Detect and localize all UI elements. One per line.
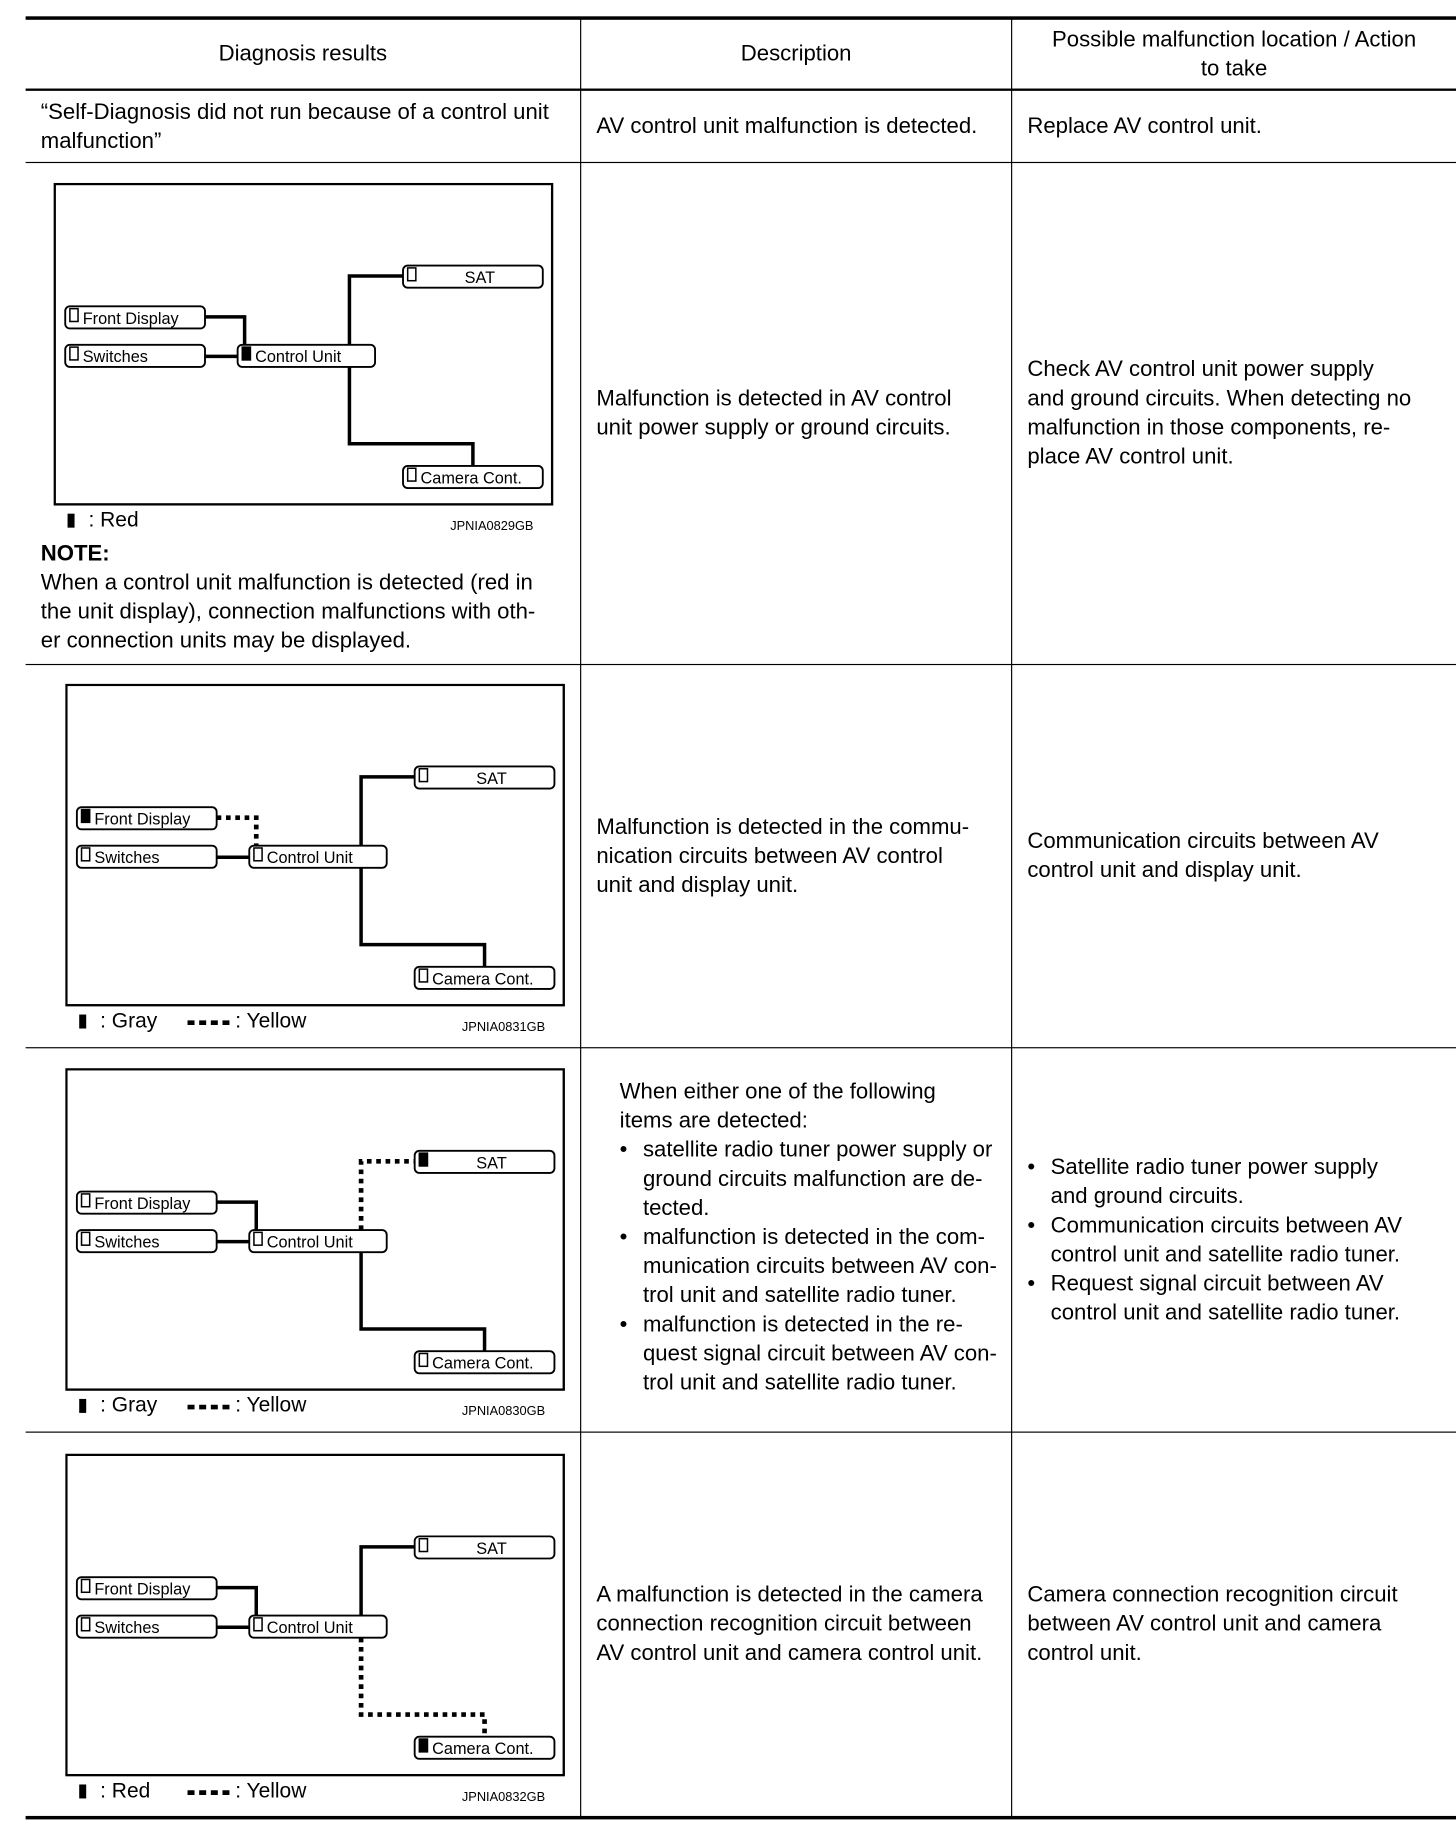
diagram-svg [65,1068,578,1441]
status-indicator-icon [254,1618,262,1631]
diagram-legend [79,1779,307,1802]
column-divider [1011,19,1012,1819]
status-indicator-icon [419,1539,427,1552]
node-switches [65,345,205,367]
row3-action: Communication circuits between AV control unit and display unit. [1027,829,1379,883]
legend-marker-icon [68,514,75,528]
row3-description: Malfunction is detected in the commu- nication circuits between AV control unit and display unit. [596,814,970,898]
row4-action-list [1027,1153,1402,1328]
legend-marker-icon [79,1015,86,1029]
node-switches [77,1616,217,1638]
status-indicator-icon [419,1353,427,1366]
node-switches [77,1230,217,1252]
node-label: Switches [82,348,148,367]
list-item: • malfunction is detected in the com- munication circuits between AV con- trol unit and satellite radio tuner. [643,1223,1011,1310]
node-control-unit [249,1230,386,1252]
node-label: Front Display [82,309,179,328]
legend-marker-icon [79,1784,86,1798]
status-indicator-icon [70,309,78,322]
node-control-unit [249,846,386,868]
diagram-svg [54,183,567,556]
figure-code: JPNIA0829GB [450,517,534,533]
node-control-unit [238,345,375,367]
list-item: • Communication circuits between AV control unit and satellite radio tuner. [1051,1211,1402,1269]
row5-description: A malfunction is detected in the camera connection recognition circuit between AV control unit and camera control unit. [596,1582,983,1666]
diagram-legend [79,1394,307,1417]
row1-action: Replace AV control unit. [1027,114,1262,139]
node-label: Front Display [94,810,191,829]
row4-description-intro: When either one of the following items are detected: [619,1079,936,1134]
legend-dotted-label: : Yellow [235,1779,307,1803]
row2-action: Check AV control unit power supply and ground circuits. When detecting no malfunction in those components, re- place AV control unit. [1027,357,1412,470]
legend-marker-label: : Red [100,1779,151,1803]
network-diagram [54,183,567,564]
diagram-svg [65,684,578,1057]
status-indicator-icon [82,1618,90,1631]
node-camera [415,967,555,989]
legend-marker-label: : Red [88,508,139,532]
status-indicator-icon [82,848,90,861]
legend-dotted-label: : Yellow [235,1009,307,1033]
row2-description: Malfunction is detected in AV control unit power supply or ground circuits. [596,386,952,441]
node-front-display [77,1577,217,1599]
diagram-legend [79,1009,307,1032]
node-label: Switches [94,849,160,868]
node-label: Front Display [94,1580,191,1599]
node-camera [415,1351,555,1373]
row1-description: AV control unit malfunction is detected. [596,114,978,139]
node-label: Control Unit [266,849,353,868]
header-description: Description [740,41,852,67]
status-indicator-icon [254,848,262,861]
status-indicator-icon [242,347,250,360]
node-sat [415,766,555,788]
network-diagram [65,1068,578,1449]
list-item: • Request signal circuit between AV control unit and satellite radio tuner. [1051,1269,1402,1327]
status-indicator-icon [419,769,427,782]
row4-action [1027,1048,1456,1431]
figure-code: JPNIA0830GB [461,1403,546,1419]
node-label: Control Unit [266,1233,353,1252]
node-label: Control Unit [266,1619,353,1638]
row5-action: Camera connection recognition circuit between AV control unit and camera control unit. [1027,1582,1398,1666]
note-text: When a control unit malfunction is detected (red in the unit display), connection malfunctions with oth- er connection units may be displayed. [40,570,536,654]
node-label: Switches [94,1233,160,1252]
node-front-display [65,306,205,328]
status-indicator-icon [82,1232,90,1245]
status-indicator-icon [419,1739,427,1752]
status-indicator-icon [408,468,416,481]
network-diagram [65,684,578,1065]
node-switches [77,846,217,868]
node-label: SAT [476,1539,507,1558]
column-divider [580,19,581,1819]
node-label: Camera Cont. [420,469,522,488]
node-label: SAT [476,769,507,788]
status-indicator-icon [408,268,416,281]
row4-description [620,1077,1011,1397]
node-label: Camera Cont. [432,1740,534,1759]
figure-code: JPNIA0831GB [461,1018,546,1034]
node-label: Camera Cont. [432,970,534,989]
node-sat [415,1151,555,1173]
node-label: SAT [464,269,496,288]
status-indicator-icon [82,1579,90,1592]
node-camera [415,1737,555,1759]
status-indicator-icon [254,1232,262,1245]
node-label: SAT [476,1154,507,1173]
diagram-legend [68,508,139,531]
node-camera [403,466,543,488]
legend-marker-label: : Gray [100,1009,158,1033]
legend-marker-icon [79,1399,86,1413]
legend-marker-label: : Gray [100,1393,158,1417]
node-label: Switches [94,1619,160,1638]
status-indicator-icon [419,969,427,982]
node-label: Camera Cont. [432,1354,534,1373]
header-diagnosis-results: Diagnosis results [218,41,388,67]
legend-dotted-label: : Yellow [235,1393,307,1417]
node-sat [415,1536,555,1558]
list-item: • Satellite radio tuner power supply and ground circuits. [1051,1153,1402,1211]
node-front-display [77,807,217,829]
diagram-svg [65,1454,578,1827]
header-action [1012,20,1456,89]
figure-code: JPNIA0832GB [461,1788,546,1804]
node-sat [403,266,543,288]
node-front-display [77,1192,217,1214]
node-control-unit [249,1616,386,1638]
status-indicator-icon [70,347,78,360]
status-indicator-icon [82,810,90,823]
status-indicator-icon [82,1194,90,1207]
node-label: Front Display [94,1195,191,1214]
network-diagram [65,1454,578,1835]
list-item: • satellite radio tuner power supply or ground circuits malfunction are de- tected. [643,1136,1011,1223]
row4-description-list [620,1136,1011,1398]
status-indicator-icon [419,1153,427,1166]
list-item: • malfunction is detected in the re- quest signal circuit between AV con- trol unit and satellite radio tuner. [643,1310,1011,1397]
header-action-text: Possible malfunction location / Action to take [1052,27,1417,81]
note-title: NOTE: [40,541,110,567]
node-label: Control Unit [255,348,342,367]
row1-diagnosis: “Self-Diagnosis did not run because of a control unit malfunction” [40,99,549,154]
